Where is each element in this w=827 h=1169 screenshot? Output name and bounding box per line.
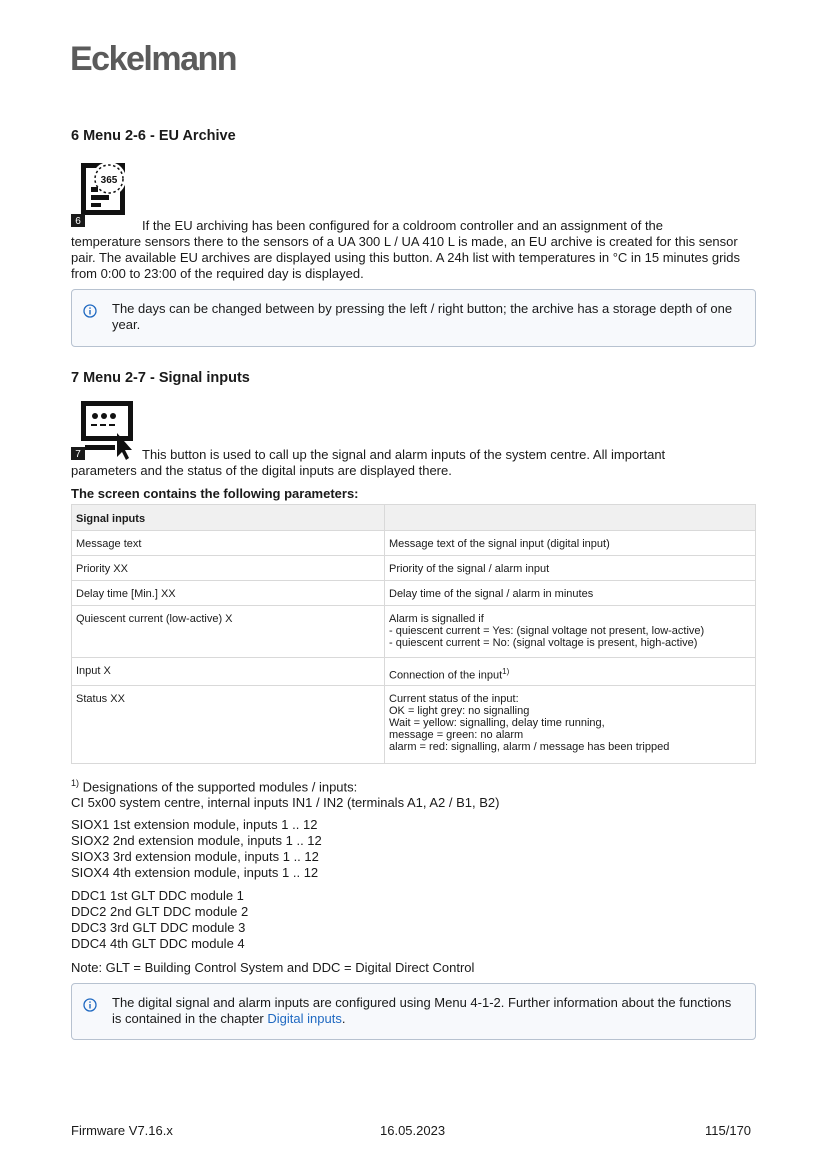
svg-text:7: 7 <box>75 449 81 460</box>
table-cell-param: Priority XX <box>72 556 385 581</box>
section-6-body: temperature sensors there to the sensors of a UA 300 L / UA 410 L is made, an EU archive is created for this sensor pair. The available EU archives are displayed using this button. A 24h list with temperatures in °C in 15 minutes grids from 0:00 to 23:00 of the required day is displayed. <box>71 234 741 281</box>
table-cell-param: Input X <box>72 658 385 686</box>
table-cell-desc: Priority of the signal / alarm input <box>385 556 756 581</box>
siox-list <box>71 817 322 881</box>
info-icon <box>83 998 97 1012</box>
table-cell-desc <box>385 686 756 764</box>
footer-page-number: 115/170 <box>705 1123 752 1138</box>
note-end: . <box>341 1011 346 1026</box>
svg-text:365: 365 <box>100 175 118 186</box>
table-cell-desc <box>385 606 756 658</box>
footnote-title: Designations of the supported modules / inputs: <box>82 779 358 795</box>
glt-note: Note: GLT = Building Control System and DDC = Digital Direct Control <box>71 960 475 975</box>
digital-inputs-link[interactable]: Digital inputs <box>267 1011 342 1026</box>
footer-firmware: Firmware V7.16.x <box>71 1123 173 1138</box>
section-6-heading: 6 Menu 2-6 - EU Archive <box>71 128 236 144</box>
table-cell-desc: Message text of the signal input (digital input) <box>385 531 756 556</box>
desc-line: Current status of the input: <box>389 693 519 705</box>
desc-text: Connection of the input <box>389 669 503 682</box>
desc-line: OK = light grey: no signalling <box>389 705 530 717</box>
desc-line: Alarm is signalled if <box>389 613 484 625</box>
footnote-ref: 1) <box>502 667 510 676</box>
list-item: DDC4 4th GLT DDC module 4 <box>71 936 245 951</box>
list-item: SIOX3 3rd extension module, inputs 1 .. 12 <box>71 849 319 864</box>
table-cell-param: Delay time [Min.] XX <box>72 581 385 606</box>
svg-text:6: 6 <box>75 216 81 227</box>
table-row <box>72 658 756 686</box>
footnote-ci: CI 5x00 system centre, internal inputs IN1 / IN2 (terminals A1, A2 / B1, B2) <box>71 795 500 811</box>
info-icon <box>83 304 97 318</box>
table-cell-desc <box>385 658 756 686</box>
table-cell-param: Message text <box>72 531 385 556</box>
table-header-row <box>72 505 756 531</box>
section-6-body-line1: If the EU archiving has been configured for a coldroom controller and an assignment of the <box>142 218 664 233</box>
list-item: SIOX1 1st extension module, inputs 1 .. 12 <box>71 817 318 832</box>
list-item: DDC2 2nd GLT DDC module 2 <box>71 904 249 919</box>
section-7-note-text <box>112 995 735 1027</box>
table-cell-param: Quiescent current (low-active) X <box>72 606 385 658</box>
table-row <box>72 531 756 556</box>
desc-line: message = green: no alarm <box>389 729 524 741</box>
desc-line: - quiescent current = No: (signal voltage is present, high-active) <box>389 637 698 649</box>
section-7-heading: 7 Menu 2-7 - Signal inputs <box>71 370 250 386</box>
footer-date: 16.05.2023 <box>380 1123 446 1138</box>
eckelmann-logo: Eckelmann <box>70 40 237 78</box>
table-row <box>72 686 756 764</box>
ddc-list <box>71 888 248 952</box>
list-item: SIOX4 4th extension module, inputs 1 .. 12 <box>71 865 319 880</box>
footnote <box>71 775 499 811</box>
table-cell-param: Status XX <box>72 686 385 764</box>
table-row <box>72 556 756 581</box>
section-6-info-note <box>71 289 756 347</box>
table-intro: The screen contains the following parameters: <box>71 486 359 501</box>
table-header-cell <box>385 505 756 531</box>
section-7-body-line1: This button is used to call up the signal and alarm inputs of the system centre. All important <box>142 447 666 462</box>
note-text: The digital signal and alarm inputs are configured using Menu 4-1-2. Further information about the functions is contained in the chapter <box>112 995 732 1026</box>
section-7-info-note <box>71 983 756 1040</box>
list-item: DDC1 1st GLT DDC module 1 <box>71 888 244 903</box>
table-cell-desc: Delay time of the signal / alarm in minutes <box>385 581 756 606</box>
footnote-marker: 1) <box>71 778 80 788</box>
desc-line: alarm = red: signalling, alarm / message has been tripped <box>389 741 670 753</box>
list-item: SIOX2 2nd extension module, inputs 1 .. 12 <box>71 833 322 848</box>
desc-line: - quiescent current = Yes: (signal voltage not present, low-active) <box>389 625 705 637</box>
table-row <box>72 606 756 658</box>
section-6-note-text: The days can be changed between by pressing the left / right button; the archive has a storage depth of one year. <box>112 301 733 332</box>
desc-line: Wait = yellow: signalling, delay time running, <box>389 717 605 729</box>
signal-inputs-icon <box>71 399 137 461</box>
table-row <box>72 581 756 606</box>
signal-inputs-table <box>71 504 756 764</box>
list-item: DDC3 3rd GLT DDC module 3 <box>71 920 246 935</box>
calendar-365-archive-icon <box>71 157 137 227</box>
table-header-cell: Signal inputs <box>72 505 385 531</box>
section-7-body: parameters and the status of the digital inputs are displayed there. <box>71 463 452 478</box>
